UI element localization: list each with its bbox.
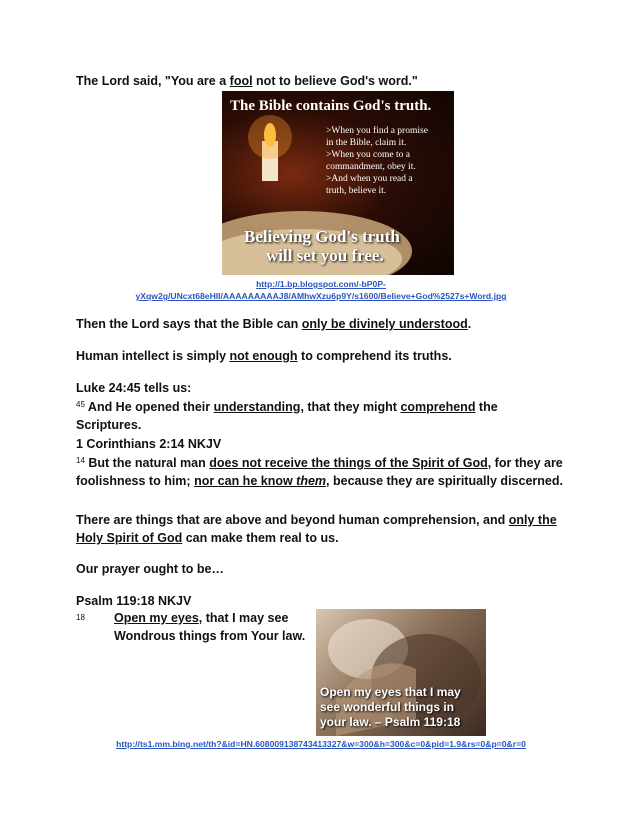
underlined-text: comprehend	[400, 400, 476, 414]
url-link-part[interactable]: yXqw2g/UNcxt68eHlI/AAAAAAAAAJ8/AMhwXzu6p9Y/s1600/Believe+God%2527s+Word.jpg	[135, 291, 507, 301]
image-caption	[244, 227, 400, 265]
underlined-text: fool	[229, 74, 253, 88]
corinthians-verse	[76, 452, 566, 490]
image-line: >When you find a promise	[326, 126, 428, 136]
image-list	[326, 125, 428, 197]
underlined-italic-text: them	[296, 474, 327, 488]
text: .	[467, 317, 472, 331]
luke-reference: Luke 24:45 tells us:	[76, 381, 192, 395]
verse-number: 18	[76, 613, 85, 622]
line-divinely	[76, 315, 566, 333]
underlined-text: only be divinely understood	[301, 317, 468, 331]
caption-line: will set you free.	[266, 246, 384, 265]
text: , that they might	[300, 400, 401, 414]
text: Then the Lord says that the Bible can	[76, 317, 302, 331]
text: But the natural man	[84, 456, 210, 470]
psalm-reference: Psalm 119:18 NKJV	[76, 594, 192, 608]
text: Human intellect is simply	[76, 349, 230, 363]
psalm-line-1	[114, 609, 288, 627]
image2-caption	[320, 685, 461, 730]
text: the Scriptures.	[76, 400, 498, 432]
text: The Lord said, "You are a	[76, 74, 230, 88]
text: And He opened their	[84, 400, 214, 414]
underlined-text: does not receive the things of the Spirit of God	[209, 456, 488, 470]
caption-line: see wonderful things in	[320, 700, 455, 714]
luke-verse	[76, 396, 566, 434]
image-line: truth, believe it.	[326, 186, 387, 196]
image-line: in the Bible, claim it.	[326, 138, 407, 148]
text: to comprehend its truths.	[297, 349, 452, 363]
underlined-text: nor can he know	[194, 474, 297, 488]
text: , for they are foolishness to him;	[76, 456, 563, 488]
line-above-beyond	[76, 511, 566, 547]
underlined-text: only the Holy Spirit of God	[76, 513, 557, 545]
line-prayer: Our prayer ought to be…	[76, 562, 224, 576]
text: There are things that are above and beyond human comprehension, and	[76, 513, 509, 527]
url-link-part[interactable]: http://1.bp.blogspot.com/-bP0P-	[256, 279, 386, 289]
underlined-text: Open my eyes	[114, 611, 199, 625]
corinthians-reference: 1 Corinthians 2:14 NKJV	[76, 437, 222, 451]
image-title: The Bible contains God's truth.	[230, 98, 432, 114]
caption-line: Open my eyes that I may	[320, 685, 461, 699]
url-link[interactable]: http://ts1.mm.bing.net/th?&id=HN.608009138743413327&w=300&h=300&c=0&pid=1.9&rs=0&p=0&r=0	[116, 739, 526, 749]
image-line: >And when you read a	[326, 174, 413, 184]
text: not to believe God's word."	[252, 74, 418, 88]
underlined-text: understanding	[213, 400, 301, 414]
text: , because they are spiritually discerned.	[326, 474, 563, 488]
verse-number: 45	[76, 400, 85, 409]
line-fool	[76, 72, 566, 90]
text: can make them real to us.	[182, 531, 339, 545]
underlined-text: not enough	[229, 349, 298, 363]
psalm-line-2: Wondrous things from Your law.	[114, 629, 306, 643]
image-line: commandment, obey it.	[326, 162, 416, 172]
text: , that I may see	[198, 611, 289, 625]
caption-line: Believing God's truth	[244, 227, 400, 246]
open-my-eyes-image	[316, 609, 486, 736]
verse-number: 14	[76, 456, 85, 465]
caption-line: your law. – Psalm 119:18	[320, 715, 461, 729]
bible-truth-image	[222, 91, 454, 275]
image-line: >When you come to a	[326, 150, 410, 160]
image-link-1	[76, 278, 566, 302]
image-link-2	[76, 738, 566, 750]
line-intellect	[76, 347, 566, 365]
